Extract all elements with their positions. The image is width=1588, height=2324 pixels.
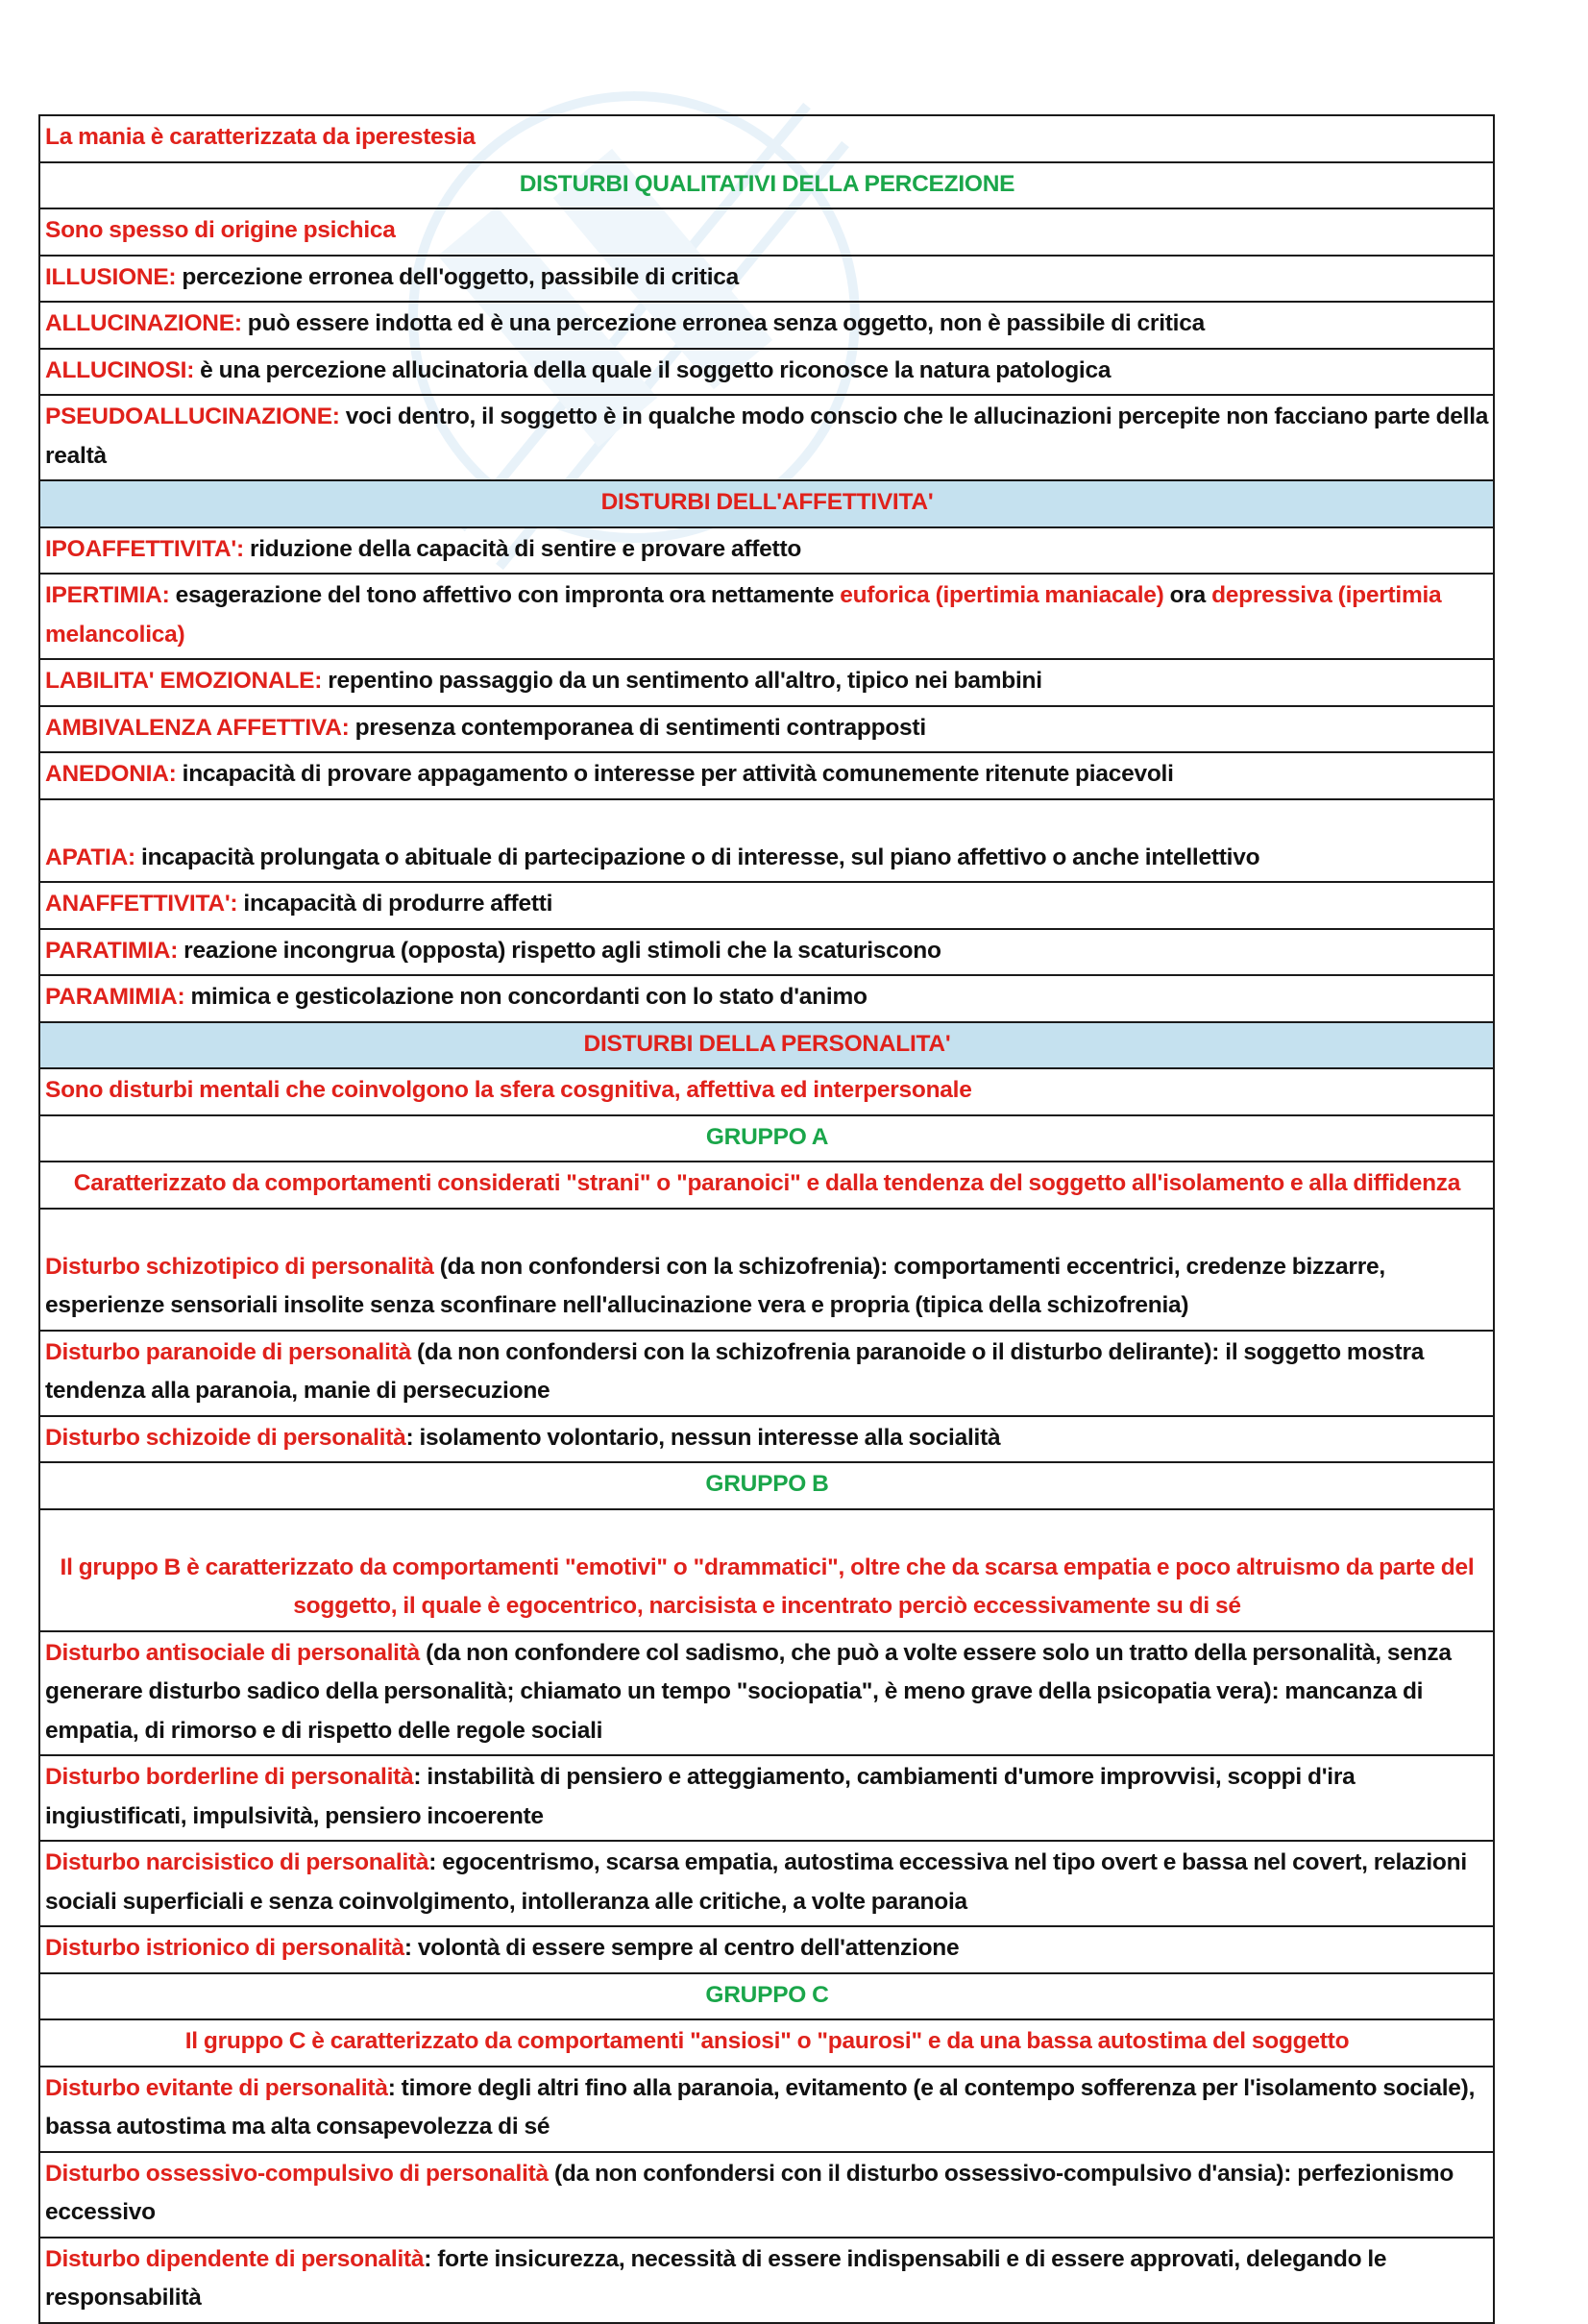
definition-text: è una percezione allucinatoria della quale il soggetto riconosce la natura patologica <box>194 356 1112 383</box>
table-row <box>39 1755 1494 1841</box>
definition-text: : volontà di essere sempre al centro dell'attenzione <box>403 1935 960 1961</box>
definition-text: percezione erronea dell'oggetto, passibile di critica <box>176 263 740 290</box>
definition-term: IPOAFFETTIVITA': <box>45 535 244 562</box>
table-row <box>39 975 1494 1022</box>
definition-term: IPERTIMIA: <box>45 582 170 608</box>
section-header: GRUPPO C <box>39 1973 1494 2020</box>
group-description: Il gruppo B è caratterizzato da comportamenti "emotivi" o "drammatici", oltre che da scarsa empatia e poco altruismo da parte del soggetto, il quale è egocentrico, narcisista e incentrato perciò eccessivamente su di sé <box>39 1509 1494 1631</box>
definition-term: Disturbo ossessivo-compulsivo di personalità <box>45 2160 549 2187</box>
definition-term: euforica (ipertimia maniacale) <box>840 582 1164 608</box>
table-row <box>39 659 1494 706</box>
table-row <box>39 162 1494 209</box>
table-row <box>39 1841 1494 1926</box>
definition-text: reazione incongrua (opposta) rispetto agli stimoli che la scaturiscono <box>178 937 941 964</box>
definition-cell <box>39 349 1494 396</box>
definition-text: repentino passaggio da un sentimento all'altro, tipico nei bambini <box>322 668 1042 694</box>
definition-text: : instabilità di pensiero e atteggiamento, cambiamenti d'umore improvvisi, scoppi d'ira ingiustificati, impulsività, pensiero incoerente <box>45 1764 1356 1829</box>
table-row <box>39 1416 1494 1463</box>
definition-text: voci dentro, il soggetto è in qualche modo conscio che le allucinazioni percepite non facciano parte della realtà <box>45 404 1489 469</box>
group-description: Il gruppo C è caratterizzato da comportamenti "ansiosi" o "paurosi" e da una bassa autostima del soggetto <box>39 2019 1494 2067</box>
table-row <box>39 1631 1494 1756</box>
definition-term: Disturbo istrionico di personalità <box>45 1935 404 1961</box>
table-row <box>39 799 1494 883</box>
table-row <box>39 256 1494 303</box>
definition-cell <box>39 659 1494 706</box>
table-row <box>39 1115 1494 1162</box>
definition-term: ILLUSIONE: <box>45 263 177 290</box>
table-row <box>39 302 1494 349</box>
definition-text: riduzione della capacità di sentire e provare affetto <box>243 535 802 562</box>
table-row <box>39 2019 1494 2067</box>
table-row <box>39 752 1494 799</box>
definition-term: Disturbo borderline di personalità <box>45 1764 414 1790</box>
group-description: Caratterizzato da comportamenti considerati "strani" o "paranoici" e dalla tendenza del soggetto all'isolamento e alla diffidenza <box>39 1162 1494 1209</box>
definition-text: può essere indotta ed è una percezione erronea senza oggetto, non è passibile di critica <box>241 310 1205 336</box>
definition-text: incapacità di provare appagamento o interesse per attività comunemente ritenute piacevoli <box>176 761 1174 787</box>
definition-cell <box>39 1926 1494 1973</box>
definition-term: PARAMIMIA: <box>45 984 185 1010</box>
table-row <box>39 115 1494 162</box>
definition-cell <box>39 256 1494 303</box>
note-text: Sono disturbi mentali che coinvolgono la sfera cosgnitiva, affettiva ed interpersonale <box>39 1068 1494 1115</box>
definition-cell <box>39 1331 1494 1416</box>
definition-text: : forte insicurezza, necessità di essere indispensabili e di essere approvati, delegando le responsabilità <box>45 2245 1387 2311</box>
definition-cell <box>39 706 1494 753</box>
definition-term: Disturbo schizoide di personalità <box>45 1424 406 1451</box>
definition-cell <box>39 1755 1494 1841</box>
definition-cell <box>39 1841 1494 1926</box>
definition-term: ANAFFETTIVITA': <box>45 891 238 917</box>
definition-term: PARATIMIA: <box>45 937 179 964</box>
definition-cell <box>39 2067 1494 2152</box>
definition-term: APATIA: <box>45 844 135 870</box>
table-row <box>39 208 1494 256</box>
table-row <box>39 1462 1494 1509</box>
definition-cell <box>39 1631 1494 1756</box>
table-row <box>39 1022 1494 1069</box>
definition-term: ANEDONIA: <box>45 761 177 787</box>
section-header: GRUPPO A <box>39 1115 1494 1162</box>
table-row <box>39 1926 1494 1973</box>
table-row <box>39 1209 1494 1331</box>
table-row <box>39 349 1494 396</box>
definition-text: (da non confondere col sadismo, che può a volte essere solo un tratto della personalità, senza generare disturbo sadico della personalità; chiamato un tempo "sociopatia", è meno grave della psicopatia vera): mancanza di empatia, di rimorso e di rispetto delle regole sociali <box>45 1639 1452 1744</box>
definition-text: esagerazione del tono affettivo con impronta ora nettamente <box>169 582 841 608</box>
definition-term: Disturbo dipendente di personalità <box>45 2245 425 2272</box>
definition-text: : egocentrismo, scarsa empatia, autostima eccessiva nel tipo overt e bassa nel covert, relazioni sociali superficiali e senza coinvolgimento, intolleranza alle critiche, a volte paranoia <box>45 1849 1467 1915</box>
table-row <box>39 2152 1494 2238</box>
definition-cell <box>39 975 1494 1022</box>
definition-cell <box>39 395 1494 480</box>
definition-term: Disturbo narcisistico di personalità <box>45 1849 429 1875</box>
table-row <box>39 1509 1494 1631</box>
table-row <box>39 882 1494 929</box>
table-row <box>39 480 1494 527</box>
definition-term: Disturbo antisociale di personalità <box>45 1639 421 1666</box>
definition-term: ALLUCINOSI: <box>45 356 195 383</box>
notes-table-body <box>39 115 1494 2323</box>
definition-cell <box>39 527 1494 575</box>
definition-cell <box>39 929 1494 976</box>
definition-term: AMBIVALENZA AFFETTIVA: <box>45 714 350 741</box>
definition-term: Disturbo schizotipico di personalità <box>45 1253 434 1280</box>
definition-cell <box>39 1416 1494 1463</box>
table-row <box>39 1331 1494 1416</box>
table-row <box>39 395 1494 480</box>
table-row <box>39 2238 1494 2323</box>
definition-cell <box>39 574 1494 659</box>
section-header: GRUPPO B <box>39 1462 1494 1509</box>
definition-text: ora <box>1163 582 1212 608</box>
definition-term: ALLUCINAZIONE: <box>45 310 242 336</box>
definition-text: : isolamento volontario, nessun interesse alla socialità <box>405 1424 1001 1451</box>
definition-cell <box>39 1209 1494 1331</box>
section-header: DISTURBI DELL'AFFETTIVITA' <box>39 480 1494 527</box>
definition-text: (da non confondersi con la schizofrenia): comportamenti eccentrici, credenze bizzarre, esperienze sensoriali insolite senza sconfinare nell'allucinazione vera e propria (tipica della schizofrenia) <box>45 1253 1385 1318</box>
definition-text: (da non confondersi con la schizofrenia paranoide o il disturbo delirante): il soggetto mostra tendenza alla paranoia, manie di persecuzione <box>45 1338 1425 1404</box>
definition-cell <box>39 2152 1494 2238</box>
table-row <box>39 706 1494 753</box>
definition-term: PSEUDOALLUCINAZIONE: <box>45 404 340 429</box>
notes-table-container <box>38 114 1495 2324</box>
section-header: DISTURBI QUALITATIVI DELLA PERCEZIONE <box>39 162 1494 209</box>
definition-term: LABILITA' EMOZIONALE: <box>45 668 323 694</box>
table-row <box>39 574 1494 659</box>
note-text: La mania è caratterizzata da iperestesia <box>39 115 1494 162</box>
definition-term: Disturbo evitante di personalità <box>45 2074 388 2101</box>
definition-cell <box>39 882 1494 929</box>
table-row <box>39 1068 1494 1115</box>
definition-text: mimica e gesticolazione non concordanti con lo stato d'animo <box>184 984 867 1010</box>
definition-text: incapacità di produrre affetti <box>237 891 553 917</box>
definition-term: Disturbo paranoide di personalità <box>45 1338 411 1365</box>
table-row <box>39 527 1494 575</box>
definition-text: : timore degli altri fino alla paranoia, evitamento (e al contempo sofferenza per l'isolamento sociale), bassa autostima ma alta consapevolezza di sé <box>45 2074 1476 2140</box>
definition-cell <box>39 752 1494 799</box>
table-row <box>39 929 1494 976</box>
definition-cell <box>39 799 1494 883</box>
note-text: Sono spesso di origine psichica <box>39 208 1494 256</box>
section-header: DISTURBI DELLA PERSONALITA' <box>39 1022 1494 1069</box>
definition-term: depressiva (ipertimia melancolica) <box>45 582 1442 648</box>
definition-text: (da non confondersi con il disturbo ossessivo-compulsivo d'ansia): perfezionismo eccessivo <box>45 2160 1454 2225</box>
table-row <box>39 2067 1494 2152</box>
definition-cell <box>39 2238 1494 2323</box>
definition-cell <box>39 302 1494 349</box>
definition-text: incapacità prolungata o abituale di partecipazione o di interesse, sul piano affettivo o anche intellettivo <box>134 844 1260 870</box>
table-row <box>39 1162 1494 1209</box>
definition-text: presenza contemporanea di sentimenti contrapposti <box>349 714 926 741</box>
notes-table <box>38 114 1495 2324</box>
table-row <box>39 1973 1494 2020</box>
